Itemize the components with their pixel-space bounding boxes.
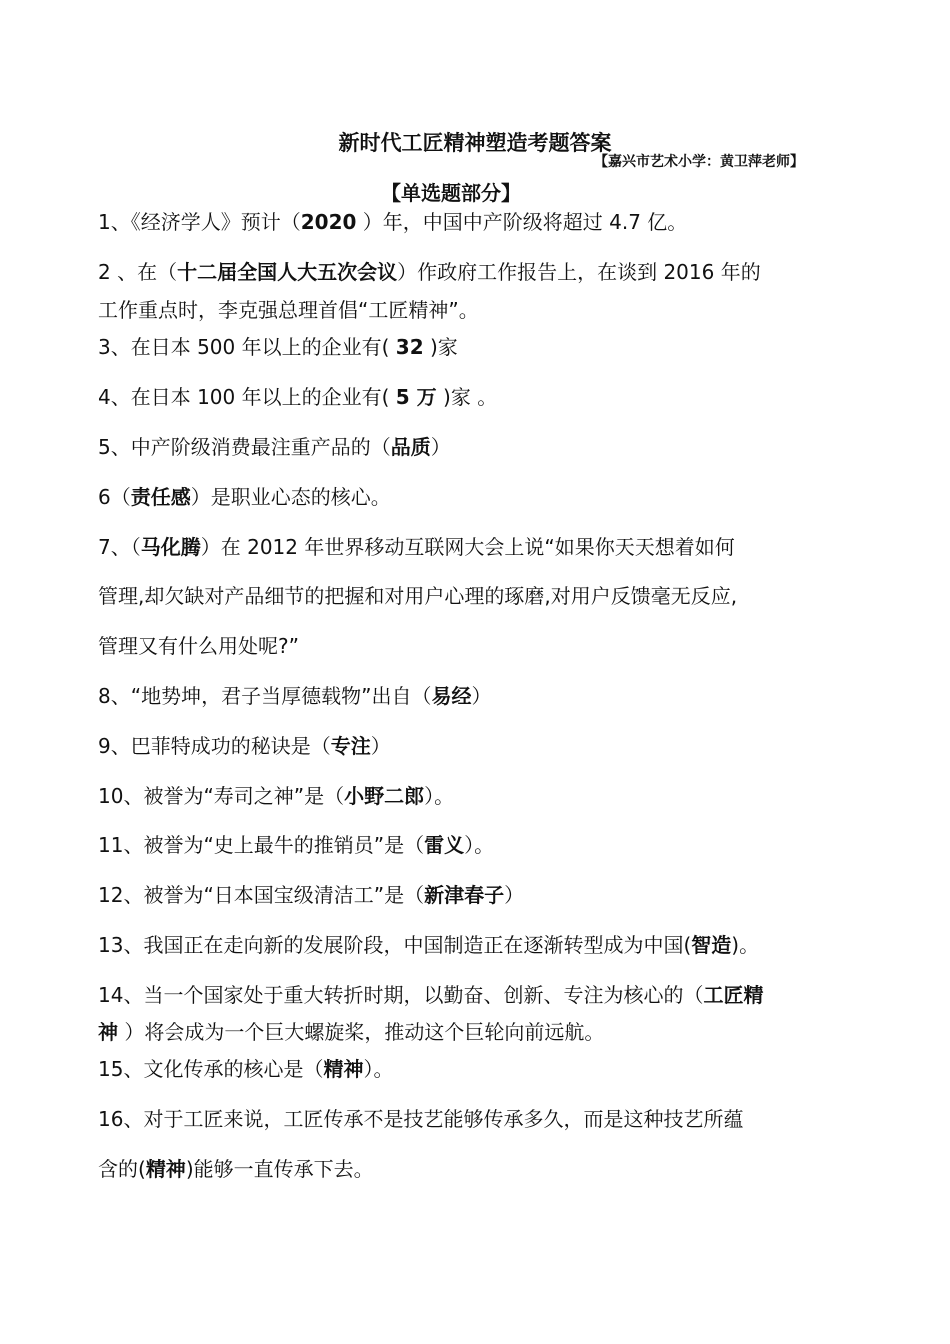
answer: 工匠精 xyxy=(703,983,764,1007)
question-6: 6（责任感）是职业心态的核心。 xyxy=(98,485,391,509)
author-note: 【嘉兴市艺术小学：黄卫萍老师】 xyxy=(594,154,804,170)
answer: 5 万 xyxy=(395,385,437,409)
question-2: 2 、在（十二届全国人大五次会议）作政府工作报告上，在谈到 2016 年的 xyxy=(98,260,761,284)
question-10: 10、被誉为“寿司之神”是（小野二郎）。 xyxy=(98,784,455,808)
question-8: 8、“地势坤，君子当厚德载物”出自（易经） xyxy=(98,684,492,708)
question-7-continued-2: 管理又有什么用处呢?” xyxy=(98,634,299,658)
question-7: 7、（马化腾）在 2012 年世界移动互联网大会上说“如果你天天想着如何 xyxy=(98,535,735,559)
question-16-continued: 含的(精神)能够一直传承下去。 xyxy=(98,1157,374,1181)
answer: 新津春子 xyxy=(424,883,505,907)
question-14-continued: 神 ）将会成为一个巨大螺旋桨，推动这个巨轮向前远航。 xyxy=(98,1020,605,1044)
question-11: 11、被誉为“史上最牛的推销员”是（雷义）。 xyxy=(98,833,495,857)
answer: 小野二郎 xyxy=(344,784,425,808)
question-4: 4、在日本 100 年以上的企业有( 5 万 )家 。 xyxy=(98,385,498,409)
answer: 雷义 xyxy=(424,833,465,857)
answer: 精神 xyxy=(323,1057,364,1081)
answer: 2020 xyxy=(300,210,357,234)
question-9: 9、巴菲特成功的秘诀是（专注） xyxy=(98,734,391,758)
answer: 品质 xyxy=(390,435,431,459)
question-15: 15、文化传承的核心是（精神）。 xyxy=(98,1057,394,1081)
answer: 精神 xyxy=(145,1157,186,1181)
answer: 十二届全国人大五次会议 xyxy=(177,260,398,284)
answer: 马化腾 xyxy=(140,535,201,559)
section-heading: 【单选题部分】 xyxy=(381,181,521,205)
answer: 智造 xyxy=(691,933,732,957)
answer: 神 xyxy=(98,1020,118,1044)
answer: 专注 xyxy=(330,734,371,758)
question-7-continued: 管理,却欠缺对产品细节的把握和对用户心理的琢磨,对用户反馈毫无反应, xyxy=(98,584,738,608)
document-title: 新时代工匠精神塑造考题答案 xyxy=(338,131,612,155)
question-13: 13、我国正在走向新的发展阶段，中国制造正在逐渐转型成为中国(智造)。 xyxy=(98,933,760,957)
question-1: 1、《经济学人》预计（2020 ）年，中国中产阶级将超过 4.7 亿。 xyxy=(98,210,688,234)
question-12: 12、被誉为“日本国宝级清洁工”是（新津春子） xyxy=(98,883,525,907)
question-3: 3、在日本 500 年以上的企业有( 32 )家 xyxy=(98,335,458,359)
answer: 32 xyxy=(395,335,424,359)
answer: 责任感 xyxy=(130,485,191,509)
answer: 易经 xyxy=(431,684,472,708)
question-5: 5、中产阶级消费最注重产品的（品质） xyxy=(98,435,451,459)
question-2-continued: 工作重点时，李克强总理首倡“工匠精神”。 xyxy=(98,298,479,322)
question-16: 16、对于工匠来说，工匠传承不是技艺能够传承多久，而是这种技艺所蕴 xyxy=(98,1107,744,1131)
question-14: 14、当一个国家处于重大转折时期，以勤奋、创新、专注为核心的（工匠精 xyxy=(98,983,764,1007)
